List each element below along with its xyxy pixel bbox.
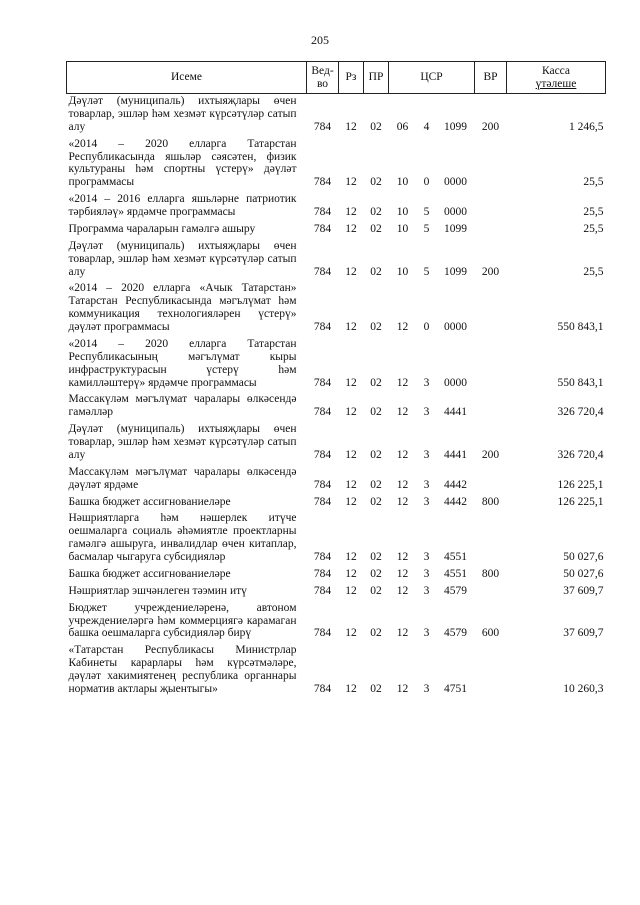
row-csr-program: 10 — [396, 206, 409, 218]
row-name: Массакүләм мәгълүмат чаралары өлкәсендә дәүләт ярдәме — [68, 465, 297, 491]
row-ved: 784 — [313, 627, 332, 640]
row-name: «2014 – 2020 елларга Татарстан Республикасында яшьләр сәясәтен, физик культураны һәм спортны үстерү» дәүләт программасы — [68, 137, 297, 189]
row-name: Башка бюджет ассигнованиеләре — [68, 567, 231, 580]
row-rz: 12 — [345, 448, 357, 461]
row-csr-subprogram: 3 — [423, 495, 430, 508]
row-pr: 02 — [370, 176, 382, 189]
table-row — [67, 422, 606, 465]
row-name: «Татарстан Республикасы Министрлар Кабинеты карарлары һәм күрсәтмәләре, дәүләт хакимиятенең республика органнары норматив актлары җыентыгы» — [68, 644, 297, 695]
table-row — [67, 222, 606, 239]
row-csr-subprogram: 3 — [423, 551, 430, 563]
row-csr-direction: 0000 — [444, 206, 467, 218]
row-csr-subprogram: 3 — [423, 627, 430, 640]
row-pr: 02 — [370, 478, 382, 491]
row-csr-direction: 1099 — [444, 265, 467, 278]
row-ved: 784 — [313, 567, 332, 580]
row-vr — [475, 465, 507, 495]
row-pr: 02 — [370, 584, 382, 597]
row-name: Программа чараларын гамәлгә ашыру — [68, 222, 256, 235]
page-number: 205 — [311, 33, 329, 47]
row-pr: 02 — [370, 265, 382, 278]
row-csr-direction: 1099 — [444, 120, 467, 133]
row-csr-subprogram: 5 — [423, 206, 430, 218]
table-row — [67, 567, 606, 584]
table-row — [67, 601, 606, 644]
row-vr — [475, 222, 507, 239]
row-vr — [475, 137, 507, 193]
row-ved: 784 — [313, 448, 332, 461]
row-csr-subprogram: 3 — [423, 584, 430, 597]
row-ved: 784 — [313, 206, 332, 218]
row-pr: 02 — [370, 567, 382, 580]
row-csr-program: 10 — [396, 176, 409, 189]
row-vr — [475, 643, 507, 699]
row-csr-program: 12 — [396, 495, 409, 508]
row-vr: 800 — [481, 567, 500, 580]
row-csr-direction: 4441 — [444, 406, 467, 419]
row-vr: 200 — [481, 120, 500, 133]
row-amount: 126 225,1 — [557, 478, 604, 491]
row-amount: 25,5 — [583, 265, 604, 278]
row-csr-program: 12 — [396, 567, 409, 580]
row-vr — [475, 511, 507, 567]
table-row — [67, 94, 606, 137]
row-amount: 37 609,7 — [563, 584, 604, 597]
row-csr-direction: 4442 — [444, 478, 467, 491]
row-ved: 784 — [313, 120, 332, 133]
row-ved: 784 — [313, 222, 332, 235]
row-name: Дәүләт (муниципаль) ихтыяҗлары өчен товарлар, эшләр һәм хезмәт күрсәтүләр сатып алу — [68, 95, 297, 133]
row-amount: 25,5 — [583, 176, 604, 189]
row-csr-subprogram: 4 — [423, 120, 430, 133]
row-pr: 02 — [370, 627, 382, 640]
row-rz: 12 — [345, 206, 357, 218]
row-name: «2014 – 2020 елларга Татарстан Республикасының мәгълүмат кыры инфраструктурасын үстерү һәм камилләштерү» ярдәмче программасы — [68, 337, 297, 389]
row-name: Массакүләм мәгълүмат чаралары өлкәсендә гамәлләр — [68, 393, 297, 419]
row-csr-direction: 0000 — [444, 376, 467, 389]
row-csr-program: 06 — [396, 120, 409, 133]
row-amount: 326 720,4 — [557, 448, 604, 461]
row-rz: 12 — [345, 222, 357, 235]
header-pr: ПР — [364, 62, 389, 94]
table-row — [67, 392, 606, 422]
row-amount: 10 260,3 — [563, 682, 604, 695]
row-csr-subprogram: 3 — [423, 478, 430, 491]
row-csr-program: 12 — [396, 682, 409, 695]
table-row — [67, 511, 606, 567]
row-amount: 50 027,6 — [563, 551, 604, 563]
row-ved: 784 — [313, 584, 332, 597]
row-csr-program: 12 — [396, 376, 409, 389]
row-csr-program: 12 — [396, 551, 409, 563]
row-name: Дәүләт (муниципаль) ихтыяҗлары өчен товарлар, эшләр һәм хезмәт күрсәтүләр сатып алу — [68, 423, 297, 461]
table-header-row — [67, 62, 606, 94]
row-ved: 784 — [313, 321, 332, 333]
row-rz: 12 — [345, 406, 357, 419]
table-row — [67, 239, 606, 282]
row-rz: 12 — [345, 376, 357, 389]
row-csr-program: 12 — [396, 627, 409, 640]
row-pr: 02 — [370, 376, 382, 389]
row-ved: 784 — [313, 376, 332, 389]
header-ved — [307, 62, 339, 94]
row-pr: 02 — [370, 406, 382, 419]
row-csr-subprogram: 3 — [423, 682, 430, 695]
row-csr-direction: 4442 — [444, 495, 467, 508]
row-name: Башка бюджет ассигнованиеләре — [68, 495, 231, 508]
row-pr: 02 — [370, 222, 382, 235]
row-csr-subprogram: 3 — [423, 376, 430, 389]
row-csr-program: 10 — [396, 265, 409, 278]
row-csr-direction: 0000 — [444, 321, 467, 333]
row-ved: 784 — [313, 495, 332, 508]
row-rz: 12 — [345, 567, 357, 580]
row-csr-program: 12 — [396, 448, 409, 461]
table-row — [67, 584, 606, 601]
header-kassa-line1: Касса — [541, 65, 571, 78]
row-csr-subprogram: 3 — [423, 567, 430, 580]
row-vr: 200 — [481, 448, 500, 461]
header-kassa — [507, 62, 606, 94]
row-amount: 1 246,5 — [569, 120, 604, 133]
row-csr-direction: 4579 — [444, 627, 467, 640]
row-ved: 784 — [313, 682, 332, 695]
row-name: Бюджет учреждениеләренә, автоном учреждениеләргә һәм коммерциягә карамаган башка оешмаларга субсидияләр бирү — [68, 601, 297, 640]
row-name: Дәүләт (муниципаль) ихтыяҗлары өчен товарлар, эшләр һәм хезмәт күрсәтүләр сатып алу — [68, 239, 297, 278]
table-row — [67, 137, 606, 193]
row-ved: 784 — [313, 478, 332, 491]
row-rz: 12 — [345, 265, 357, 278]
row-csr-subprogram: 3 — [423, 406, 430, 419]
row-vr: 200 — [481, 265, 500, 278]
row-vr — [475, 392, 507, 422]
row-amount: 326 720,4 — [557, 406, 604, 419]
row-csr-direction: 0000 — [444, 176, 467, 189]
header-kassa-line2: үтәлеше — [535, 77, 577, 90]
row-csr-subprogram: 5 — [423, 265, 430, 278]
row-name: Нәшриятлар эшчәнлеген тәэмин итү — [68, 584, 247, 597]
row-csr-program: 10 — [396, 222, 409, 235]
row-csr-direction: 4579 — [444, 584, 467, 597]
row-vr — [475, 337, 507, 393]
row-vr — [475, 584, 507, 601]
row-amount: 126 225,1 — [557, 495, 604, 508]
table-body — [67, 94, 606, 699]
row-vr — [475, 281, 507, 337]
row-csr-direction: 4551 — [444, 567, 467, 580]
header-vr: ВР — [475, 62, 507, 94]
row-name: Нәшриятларга һәм нәшерлек итүче оешмаларга социаль әһәмиятле проектларны гамәлгә ашыруга, инвалидлар өчен китаплар, басмалар чыгаруга субсидияләр — [68, 512, 297, 563]
row-csr-subprogram: 5 — [423, 222, 430, 235]
row-ved: 784 — [313, 265, 332, 278]
header-rz: Рз — [339, 62, 364, 94]
row-csr-program: 12 — [396, 584, 409, 597]
row-pr: 02 — [370, 448, 382, 461]
row-ved: 784 — [313, 176, 332, 189]
row-pr: 02 — [370, 682, 382, 695]
header-name: Исеме — [67, 62, 307, 94]
row-ved: 784 — [313, 406, 332, 419]
table-row — [67, 495, 606, 512]
row-amount: 50 027,6 — [563, 567, 604, 580]
table-row — [67, 337, 606, 393]
table-row — [67, 465, 606, 495]
row-pr: 02 — [370, 321, 382, 333]
row-name: «2014 – 2020 елларга «Ачык Татарстан» Татарстан Республикасында мәгълүмат һәм коммуникация технологияләрен үстерү» дәүләт программасы — [68, 282, 297, 333]
row-csr-direction: 4441 — [444, 448, 467, 461]
header-csr: ЦСР — [389, 62, 475, 94]
header-ved-line2: во — [316, 77, 329, 90]
row-rz: 12 — [345, 120, 357, 133]
table-row — [67, 643, 606, 699]
row-csr-program: 12 — [396, 406, 409, 419]
row-vr — [475, 192, 507, 222]
row-csr-direction: 4551 — [444, 551, 467, 563]
row-csr-subprogram: 0 — [423, 176, 430, 189]
row-pr: 02 — [370, 495, 382, 508]
row-vr: 600 — [481, 627, 500, 640]
row-pr: 02 — [370, 206, 382, 218]
row-ved: 784 — [313, 551, 332, 563]
row-amount: 25,5 — [583, 222, 604, 235]
row-rz: 12 — [345, 627, 357, 640]
header-ved-line1: Вед- — [311, 65, 334, 78]
row-name: «2014 – 2016 елларга яшьләрне патриотик тәрбияләү» ярдәмче программасы — [68, 193, 297, 218]
row-csr-program: 12 — [396, 478, 409, 491]
row-rz: 12 — [345, 176, 357, 189]
row-amount: 550 843,1 — [557, 376, 604, 389]
table-row — [67, 281, 606, 337]
row-rz: 12 — [345, 321, 357, 333]
row-vr: 800 — [481, 495, 500, 508]
row-csr-direction: 1099 — [444, 222, 467, 235]
table-row — [67, 192, 606, 222]
row-amount: 550 843,1 — [557, 321, 604, 333]
row-rz: 12 — [345, 495, 357, 508]
row-pr: 02 — [370, 120, 382, 133]
row-rz: 12 — [345, 551, 357, 563]
row-rz: 12 — [345, 478, 357, 491]
row-csr-program: 12 — [396, 321, 409, 333]
row-pr: 02 — [370, 551, 382, 563]
row-csr-direction: 4751 — [444, 682, 467, 695]
row-amount: 37 609,7 — [563, 627, 604, 640]
row-rz: 12 — [345, 682, 357, 695]
row-csr-subprogram: 0 — [423, 321, 430, 333]
row-rz: 12 — [345, 584, 357, 597]
budget-table — [66, 61, 606, 699]
row-amount: 25,5 — [583, 206, 604, 218]
row-csr-subprogram: 3 — [423, 448, 430, 461]
